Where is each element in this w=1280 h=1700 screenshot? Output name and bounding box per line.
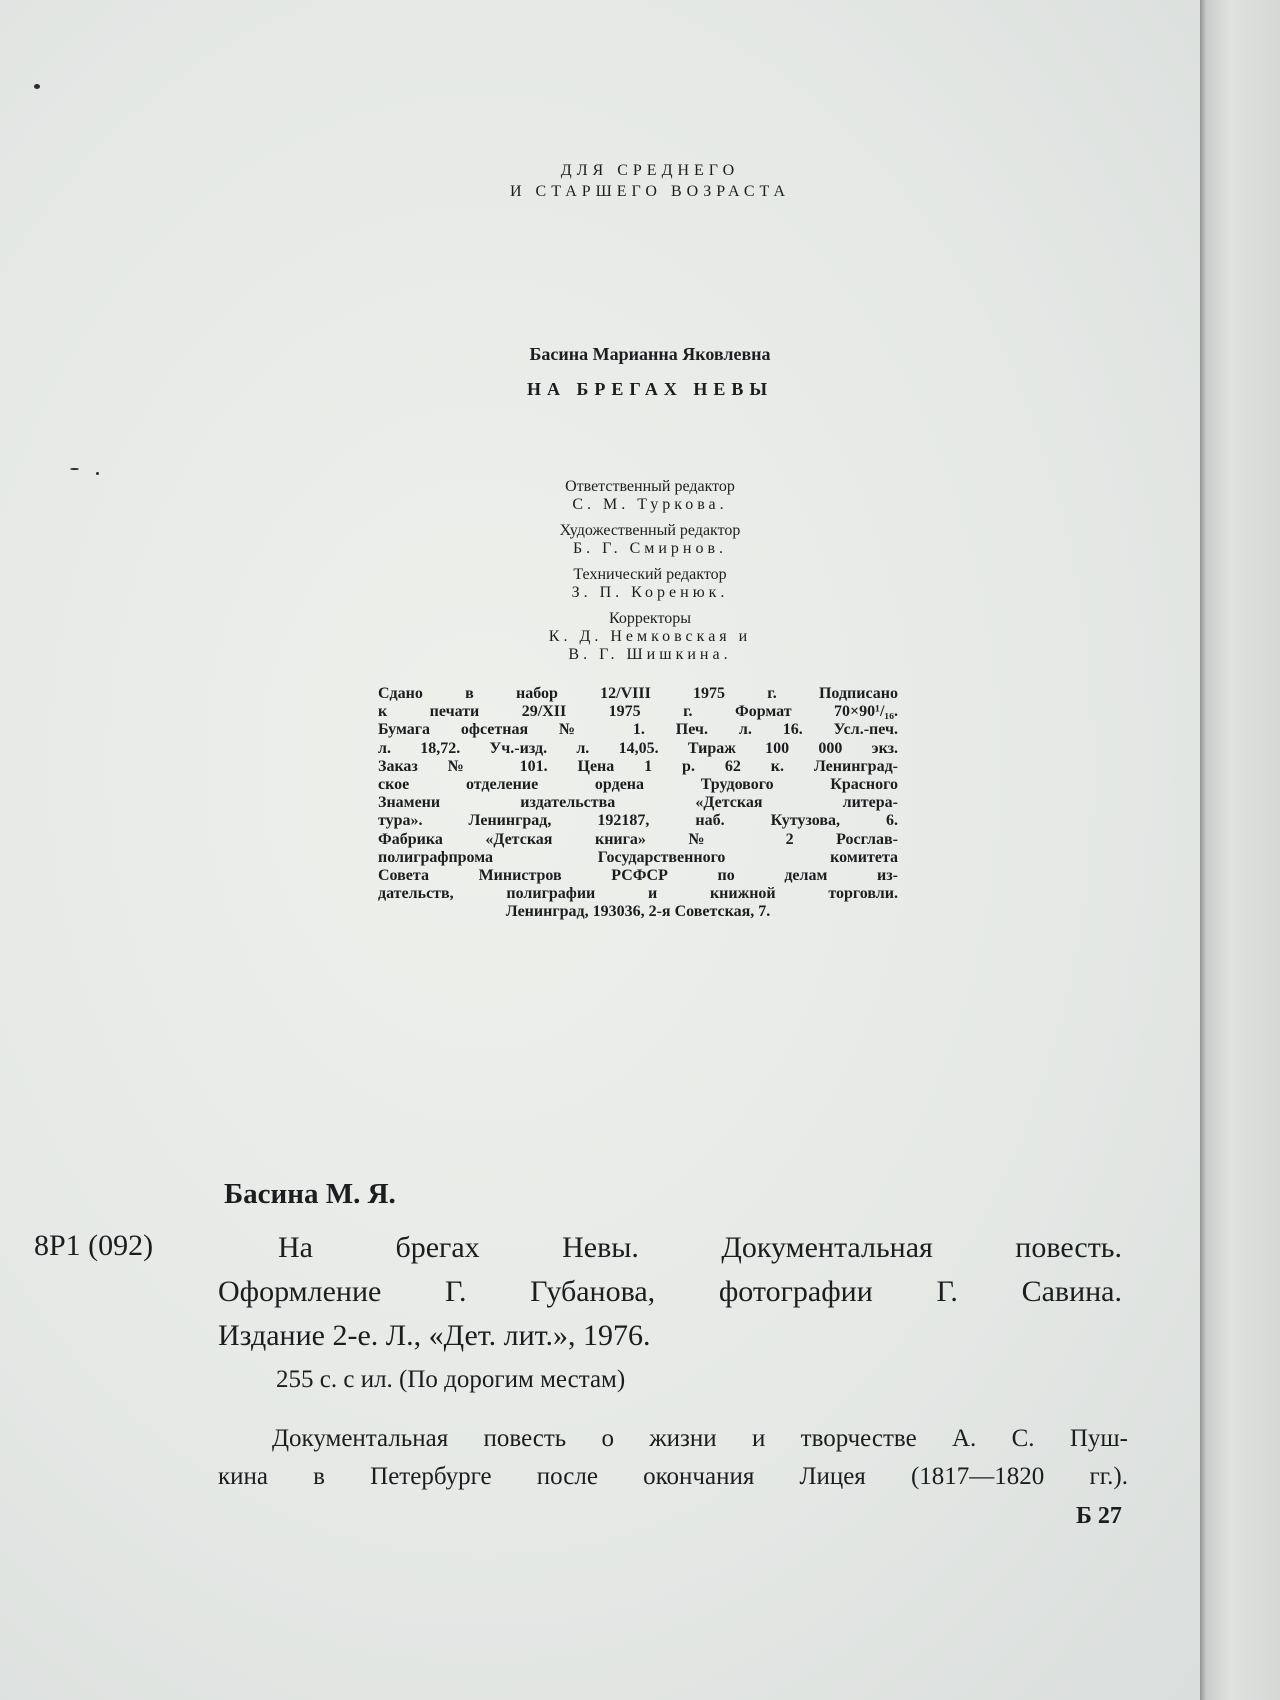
age-group-label [380, 160, 920, 202]
catalog-annotation-line: кина в Петербурге после окончания Лицея (1817—1820 гг.). [218, 1463, 1128, 1490]
catalog-description-line: На брегах Невы. Документальная повесть. [278, 1231, 1122, 1264]
imprint-line: Сдано в набор 12/VIII 1975 г. Подписано [378, 685, 898, 702]
editor-name: С. М. Туркова. [572, 496, 728, 513]
catalog-index: Б 27 [1076, 1503, 1122, 1529]
imprint-line: Совета Министров РСФСР по делам из- [378, 867, 898, 885]
catalog-pages: 255 с. с ил. (По дорогим местам) [276, 1366, 626, 1393]
imprint-line: л. 18,72. Уч.-изд. л. 14,05. Тираж 100 000 экз. [378, 739, 898, 757]
editor-name: В. Г. Шишкина. [568, 646, 732, 663]
page-edge-background [1200, 0, 1280, 1700]
editor-role: Технический редактор [573, 566, 727, 583]
catalog-description-line: Издание 2-е. Л., «Дет. лит.», 1976. [218, 1319, 651, 1352]
age-group-line-2: И СТАРШЕГО ВОЗРАСТА [509, 183, 791, 200]
imprint-line: полиграфпрома Государственного комитета [378, 848, 898, 866]
imprint-line: Заказ № 101. Цена 1 р. 62 к. Ленинград- [378, 757, 898, 775]
age-group-line-1: ДЛЯ СРЕДНЕГО [560, 162, 740, 179]
imprint-line: Ленинград, 193036, 2-я Советская, 7. [505, 903, 771, 921]
imprint-line: к печати 29/XII 1975 г. Формат 70×90¹/₁₆. [378, 703, 898, 721]
imprint-line: дательств, полиграфии и книжной торговли. [378, 885, 898, 903]
editor-role: Ответственный редактор [565, 478, 735, 495]
ink-speck [96, 472, 99, 475]
catalog-annotation [218, 1420, 1128, 1496]
editor-name: З. П. Коренюк. [571, 584, 729, 601]
imprint-line: тура». Ленинград, 192187, наб. Кутузова, 6. [378, 812, 898, 830]
author-full-name: Басина Марианна Яковлевна [529, 344, 771, 364]
catalog-description [218, 1226, 1122, 1358]
imprint-line: Бумага офсетная № 1. Печ. л. 16. Усл.-печ. [378, 721, 898, 739]
editor-name: К. Д. Немковская и [548, 628, 752, 645]
editor-role: Корректоры [608, 610, 692, 627]
editor-name: Б. Г. Смирнов. [572, 540, 728, 557]
imprint-block [378, 685, 898, 922]
editors-block [420, 478, 880, 664]
catalog-description-line: Оформление Г. Губанова, фотографии Г. Савина. [218, 1275, 1122, 1308]
catalog-annotation-line: Документальная повесть о жизни и творчестве А. С. Пуш- [272, 1425, 1128, 1452]
imprint-line: ское отделение ордена Трудового Красного [378, 776, 898, 794]
book-title: НА БРЕГАХ НЕВЫ [526, 379, 774, 399]
ink-speck [70, 468, 79, 470]
editor-role: Художественный редактор [559, 522, 741, 539]
imprint-line: Знамени издательства «Детская литера- [378, 794, 898, 812]
classification-code: 8Р1 (092) [34, 1229, 154, 1262]
catalog-author: Басина М. Я. [224, 1178, 396, 1210]
imprint-line: Фабрика «Детская книга» № 2 Росглав- [378, 830, 898, 848]
ink-speck [34, 84, 40, 89]
